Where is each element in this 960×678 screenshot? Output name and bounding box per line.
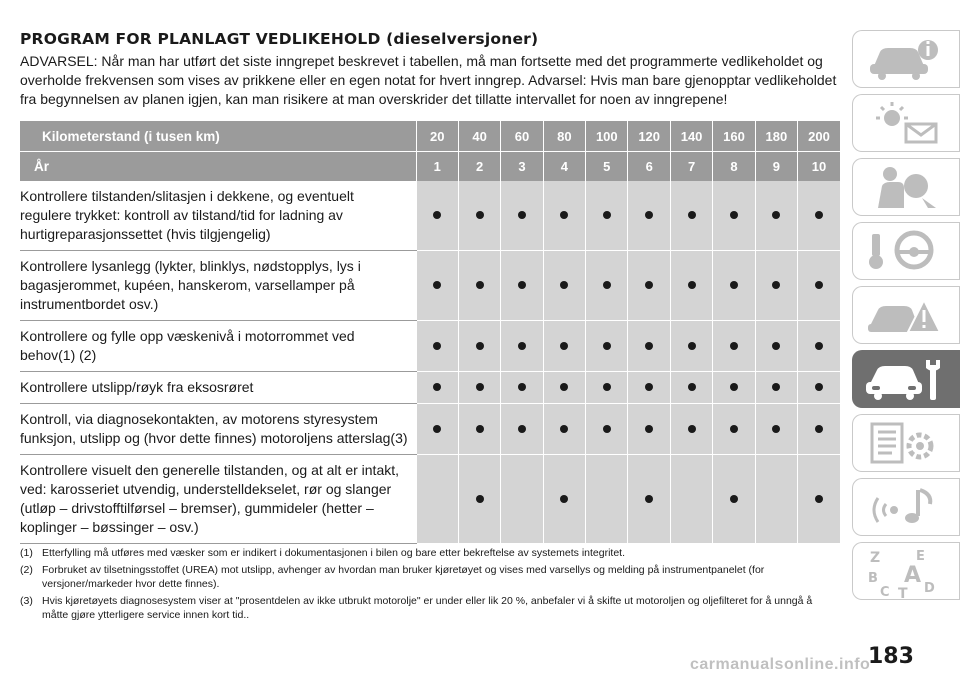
interval-cell: [458, 404, 500, 455]
scheduled-dot-icon: [603, 211, 611, 219]
interval-cell: [416, 372, 458, 404]
index-letters-icon: [864, 548, 944, 598]
interval-cell: [416, 455, 458, 544]
scheduled-dot-icon: [518, 281, 526, 289]
tab-technical-data[interactable]: [852, 414, 960, 472]
interval-cell: [755, 181, 797, 251]
interval-cell: [755, 372, 797, 404]
scheduled-dot-icon: [688, 425, 696, 433]
footnotes: [20, 546, 840, 625]
interval-cell: [798, 181, 840, 251]
footnote: [20, 594, 840, 622]
scheduled-dot-icon: [645, 342, 653, 350]
scheduled-dot-icon: [688, 342, 696, 350]
year-interval: 9: [755, 152, 797, 182]
interval-cell: [628, 251, 670, 321]
tab-multimedia[interactable]: [852, 478, 960, 536]
interval-cell: [458, 455, 500, 544]
tab-car-service[interactable]: [852, 350, 960, 408]
scheduled-dot-icon: [645, 425, 653, 433]
scheduled-dot-icon: [560, 342, 568, 350]
interval-cell: [713, 372, 755, 404]
scheduled-dot-icon: [772, 281, 780, 289]
index-letter: B: [868, 571, 878, 586]
watermark: carmanualsonline.info: [690, 656, 871, 673]
interval-cell: [543, 372, 585, 404]
interval-cell: [416, 404, 458, 455]
interval-cell: [755, 404, 797, 455]
interval-cell: [670, 404, 712, 455]
interval-cell: [628, 321, 670, 372]
interval-cell: [755, 321, 797, 372]
scheduled-dot-icon: [645, 211, 653, 219]
mileage-interval: 140: [670, 121, 712, 152]
interval-cell: [798, 372, 840, 404]
mileage-interval: 120: [628, 121, 670, 152]
interval-cell: [586, 181, 628, 251]
scheduled-dot-icon: [815, 211, 823, 219]
year-interval: 7: [670, 152, 712, 182]
scheduled-dot-icon: [688, 383, 696, 391]
scheduled-dot-icon: [518, 342, 526, 350]
year-header-row: [20, 152, 840, 182]
scheduled-dot-icon: [645, 281, 653, 289]
interval-cell: [713, 251, 755, 321]
interval-cell: [416, 181, 458, 251]
footnote-number: (3): [20, 595, 33, 607]
scheduled-dot-icon: [772, 425, 780, 433]
scheduled-dot-icon: [730, 342, 738, 350]
interval-cell: [586, 404, 628, 455]
interval-cell: [543, 404, 585, 455]
year-interval: 4: [543, 152, 585, 182]
table-row: [20, 181, 840, 251]
breakdown-triangle-icon: [864, 292, 944, 338]
task-description: Kontrollere og fylle opp væskenivå i motorrommet ved behov(1) (2): [20, 321, 416, 372]
interval-cell: [586, 321, 628, 372]
task-description: Kontrollere utslipp/røyk fra eksosrøret: [20, 372, 416, 404]
interval-cell: [713, 404, 755, 455]
index-letter: Z: [870, 550, 881, 566]
interval-cell: [798, 455, 840, 544]
interval-cell: [713, 321, 755, 372]
interval-cell: [798, 404, 840, 455]
scheduled-dot-icon: [645, 383, 653, 391]
page-number: 183: [868, 644, 914, 669]
mileage-interval: 40: [458, 121, 500, 152]
mileage-interval: 60: [501, 121, 543, 152]
index-letter: C: [880, 585, 890, 598]
year-interval: 10: [798, 152, 840, 182]
interval-cell: [798, 251, 840, 321]
multimedia-icon: [864, 484, 944, 530]
scheduled-dot-icon: [518, 383, 526, 391]
scheduled-dot-icon: [730, 211, 738, 219]
scheduled-dot-icon: [476, 342, 484, 350]
scheduled-dot-icon: [560, 383, 568, 391]
interval-cell: [543, 321, 585, 372]
index-letter: A: [904, 563, 922, 588]
footnote-text: Forbruket av tilsetningsstoffet (UREA) mot utslipp, avhenger av hvordan man bruker kjøretøyet og vises med varsellys og melding på instrumentpanelet (for versjoner/markeder hvor dette finnes).: [42, 564, 765, 590]
scheduled-dot-icon: [772, 383, 780, 391]
tab-index[interactable]: [852, 542, 960, 600]
year-interval: 3: [501, 152, 543, 182]
interval-cell: [586, 372, 628, 404]
interval-cell: [416, 321, 458, 372]
interval-cell: [628, 181, 670, 251]
footnote-number: (2): [20, 564, 33, 576]
scheduled-dot-icon: [603, 383, 611, 391]
interval-cell: [501, 251, 543, 321]
interval-cell: [543, 181, 585, 251]
tab-dashboard-lights[interactable]: [852, 94, 960, 152]
interval-cell: [416, 251, 458, 321]
footnote: [20, 563, 840, 591]
interval-cell: [501, 455, 543, 544]
scheduled-dot-icon: [560, 211, 568, 219]
scheduled-dot-icon: [772, 211, 780, 219]
technical-data-gear-icon: [864, 420, 944, 466]
dashboard-lights-icon: [864, 100, 944, 146]
index-letter: E: [916, 549, 925, 564]
scheduled-dot-icon: [560, 495, 568, 503]
scheduled-dot-icon: [730, 383, 738, 391]
table-row: [20, 251, 840, 321]
task-description: Kontrollere lysanlegg (lykter, blinklys, nødstopplys, lys i bagasjerommet, kupéen, hanskerom, varsellamper på instrumentbordet osv.): [20, 251, 416, 321]
interval-cell: [501, 321, 543, 372]
scheduled-dot-icon: [688, 281, 696, 289]
mileage-interval: 160: [713, 121, 755, 152]
index-letter: T: [898, 586, 908, 598]
scheduled-dot-icon: [603, 425, 611, 433]
footnote-text: Etterfylling må utføres med væsker som er indikert i dokumentasjonen i bilen og bare etter bekreftelse av systemets integritet.: [42, 547, 626, 559]
maintenance-schedule-table: [20, 121, 840, 544]
table-row: [20, 404, 840, 455]
interval-cell: [670, 455, 712, 544]
scheduled-dot-icon: [815, 495, 823, 503]
table-row: [20, 455, 840, 544]
year-interval: 5: [586, 152, 628, 182]
scheduled-dot-icon: [560, 425, 568, 433]
interval-cell: [458, 181, 500, 251]
interval-cell: [670, 372, 712, 404]
task-description: Kontroll, via diagnosekontakten, av motorens styresystem funksjon, utslipp og (hvor dette finnes) motoroljens atterslag(3): [20, 404, 416, 455]
interval-cell: [798, 321, 840, 372]
interval-cell: [543, 455, 585, 544]
table-row: [20, 372, 840, 404]
year-interval: 8: [713, 152, 755, 182]
page-heading: PROGRAM FOR PLANLAGT VEDLIKEHOLD (dieselversjoner): [20, 30, 539, 48]
scheduled-dot-icon: [476, 281, 484, 289]
footnote-number: (1): [20, 547, 33, 559]
scheduled-dot-icon: [518, 211, 526, 219]
warning-intro: ADVARSEL: Når man har utført det siste inngrepet beskrevet i tabellen, må man fortsette med det programmerte vedlikeholdet og overholde frekvensen som vises av prikkene eller en egen notat for hvert inngrep. Advarsel: Hvis man bare gjenopptar vedlikeholdet fra begynnelsen av planen igjen, kan man risikere at man overskrider det tillatte intervallet for noen av inngrepene!: [20, 53, 837, 107]
mileage-header-label: Kilometerstand (i tusen km): [20, 121, 416, 152]
task-description: Kontrollere visuelt den generelle tilstanden, og at alt er intakt, ved: karosseriet utvendig, understelldekselet, rør og slanger (utløp – drivstofftilførsel – bremser), gummideler (hetter – koplinger – bøssinger – osv.): [20, 455, 416, 544]
interval-cell: [755, 455, 797, 544]
mileage-interval: 20: [416, 121, 458, 152]
tab-car-info[interactable]: [852, 30, 960, 88]
scheduled-dot-icon: [688, 211, 696, 219]
scheduled-dot-icon: [433, 211, 441, 219]
year-interval: 2: [458, 152, 500, 182]
scheduled-dot-icon: [433, 281, 441, 289]
scheduled-dot-icon: [433, 383, 441, 391]
interval-cell: [628, 455, 670, 544]
scheduled-dot-icon: [815, 281, 823, 289]
scheduled-dot-icon: [476, 211, 484, 219]
interval-cell: [755, 251, 797, 321]
mileage-interval: 80: [543, 121, 585, 152]
interval-cell: [670, 321, 712, 372]
scheduled-dot-icon: [645, 495, 653, 503]
interval-cell: [501, 372, 543, 404]
interval-cell: [458, 321, 500, 372]
mileage-interval: 180: [755, 121, 797, 152]
index-letter: D: [924, 581, 935, 596]
airbag-safety-icon: [864, 164, 944, 210]
year-interval: 1: [416, 152, 458, 182]
scheduled-dot-icon: [476, 495, 484, 503]
interval-cell: [586, 455, 628, 544]
interval-cell: [628, 404, 670, 455]
scheduled-dot-icon: [730, 425, 738, 433]
interval-cell: [713, 181, 755, 251]
interval-cell: [543, 251, 585, 321]
mileage-header-row: [20, 121, 840, 152]
mileage-interval: 200: [798, 121, 840, 152]
year-interval: 6: [628, 152, 670, 182]
interval-cell: [458, 251, 500, 321]
table-row: [20, 321, 840, 372]
interval-cell: [713, 455, 755, 544]
scheduled-dot-icon: [730, 281, 738, 289]
footnote: [20, 546, 840, 560]
interval-cell: [586, 251, 628, 321]
mileage-interval: 100: [586, 121, 628, 152]
scheduled-dot-icon: [433, 342, 441, 350]
scheduled-dot-icon: [815, 342, 823, 350]
scheduled-dot-icon: [603, 281, 611, 289]
scheduled-dot-icon: [603, 342, 611, 350]
footnote-text: Hvis kjøretøyets diagnosesystem viser at "prosentdelen av ikke utbrukt motorolje" er under eller lik 20 %, anbefaler vi å skifte ut motoroljen og oljefilteret for å unngå å måtte gjøre ytterligere service innen kort tid..: [42, 595, 813, 621]
year-header-label: År: [20, 152, 416, 182]
scheduled-dot-icon: [772, 342, 780, 350]
scheduled-dot-icon: [518, 425, 526, 433]
interval-cell: [670, 251, 712, 321]
scheduled-dot-icon: [476, 425, 484, 433]
interval-cell: [458, 372, 500, 404]
interval-cell: [628, 372, 670, 404]
car-info-icon: [864, 36, 944, 82]
scheduled-dot-icon: [815, 425, 823, 433]
interval-cell: [501, 404, 543, 455]
interval-cell: [501, 181, 543, 251]
tab-breakdown[interactable]: [852, 286, 960, 344]
interval-cell: [670, 181, 712, 251]
scheduled-dot-icon: [815, 383, 823, 391]
task-description: Kontrollere tilstanden/slitasjen i dekkene, og eventuelt regulere trykket: kontroll av tilstand/tid for ladning av hurtigreparasjonssettet (hvis tilgjengelig): [20, 181, 416, 251]
car-service-wrench-icon: [864, 356, 944, 402]
tab-airbag-safety[interactable]: [852, 158, 960, 216]
chapter-tabs: [852, 30, 960, 606]
scheduled-dot-icon: [730, 495, 738, 503]
tab-steering-key[interactable]: [852, 222, 960, 280]
steering-key-icon: [864, 228, 944, 274]
scheduled-dot-icon: [476, 383, 484, 391]
scheduled-dot-icon: [433, 425, 441, 433]
scheduled-dot-icon: [560, 281, 568, 289]
